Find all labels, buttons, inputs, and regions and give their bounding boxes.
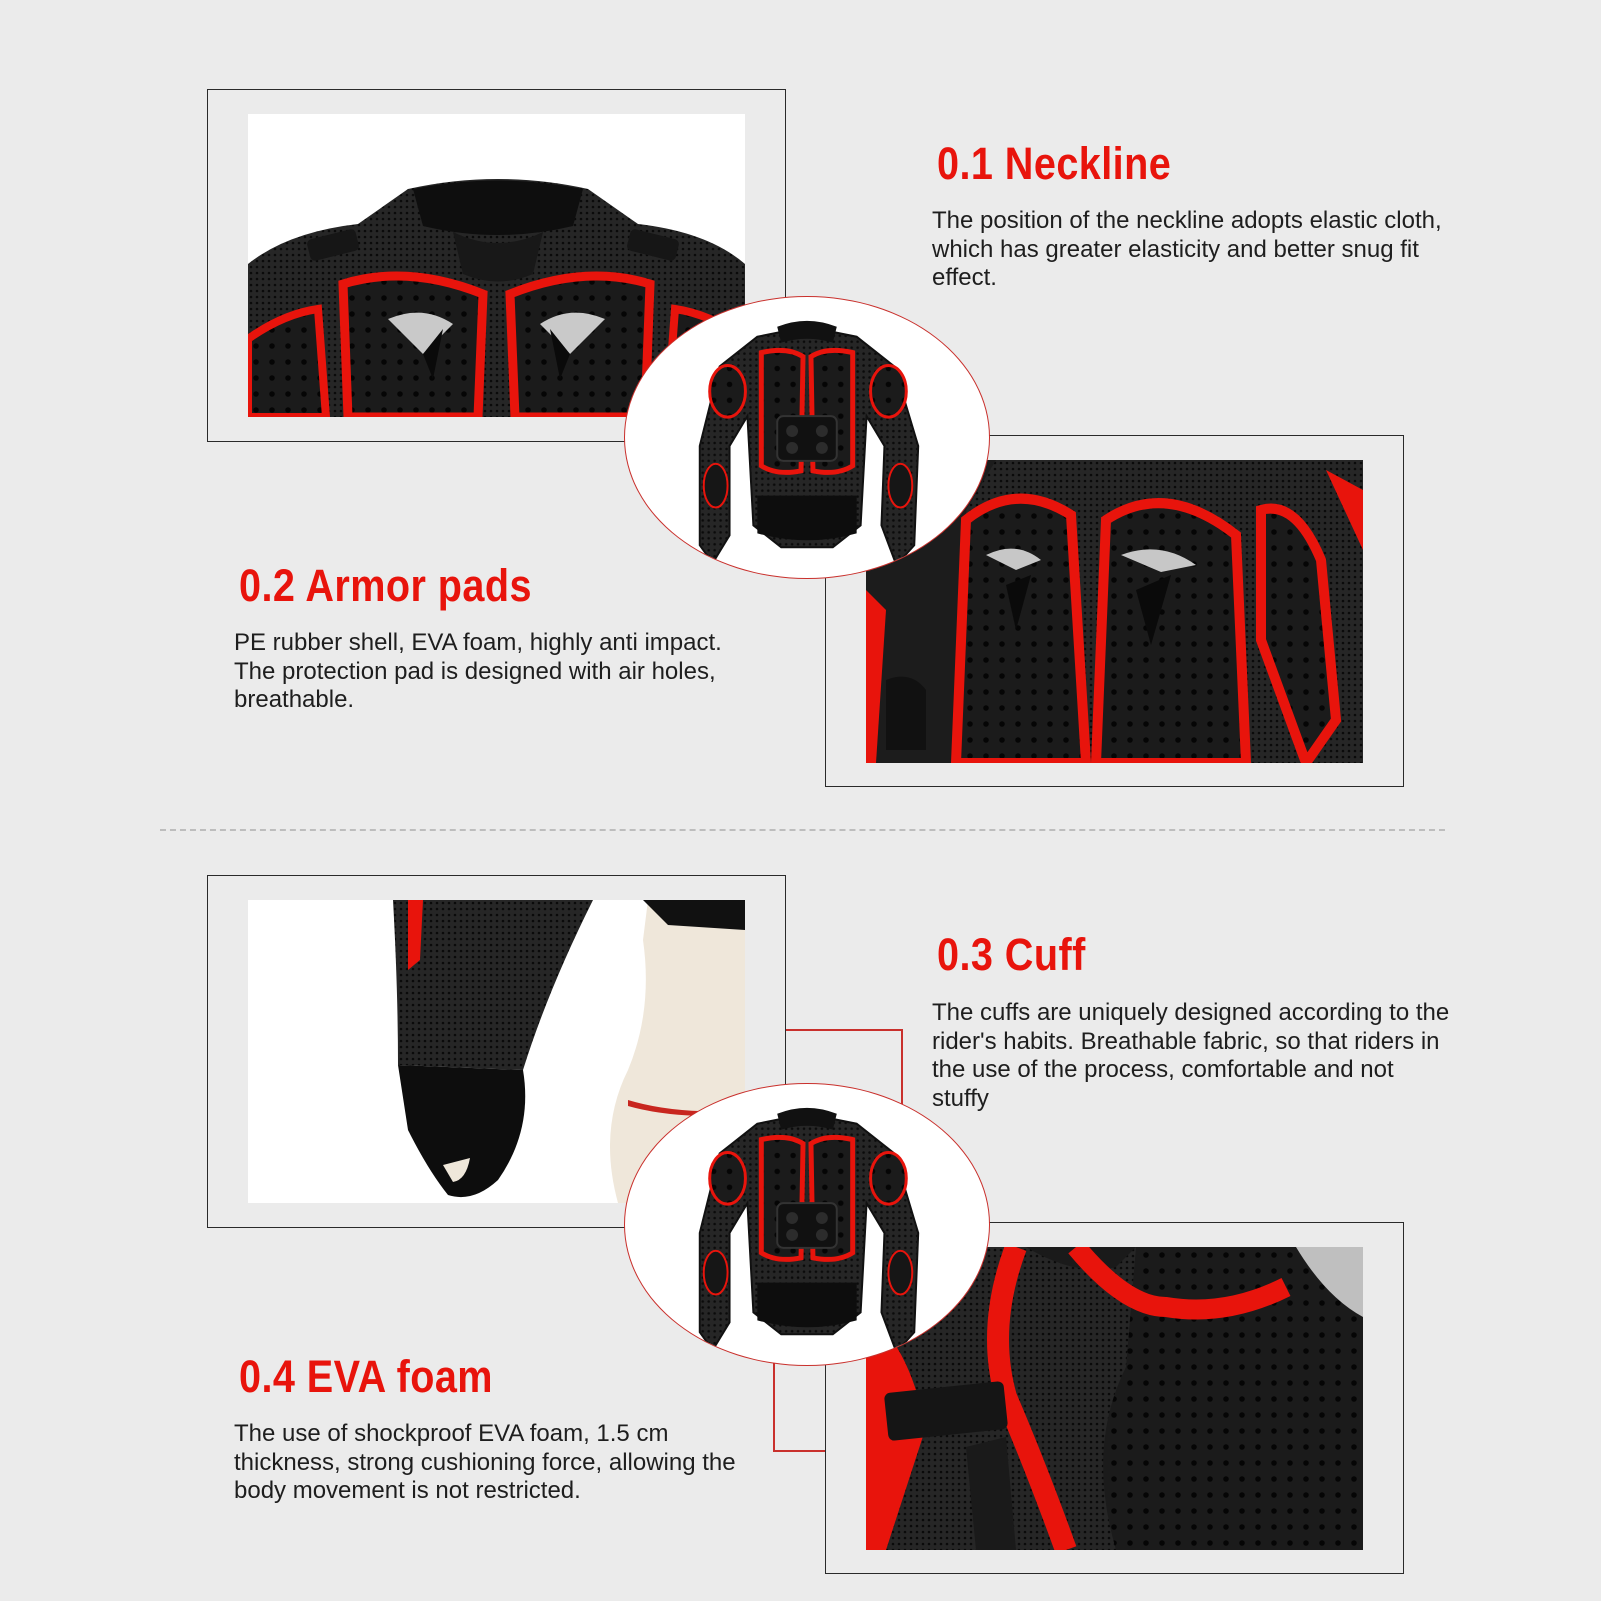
connector-line (901, 1029, 903, 1104)
connector-line (785, 1029, 903, 1031)
section-description-armor-pads: PE rubber shell, EVA foam, highly anti impact. The protection pad is designed with air holes, breathable. (234, 629, 722, 713)
section-divider (160, 829, 1445, 831)
section-heading-armor-pads: 0.2 Armor pads (239, 560, 532, 611)
section-heading-cuff: 0.3 Cuff (937, 929, 1086, 980)
armor-jacket-photo (625, 297, 989, 578)
section-description-eva-foam: The use of shockproof EVA foam, 1.5 cm thickness, strong cushioning force, allowing the body movement is not restricted. (234, 1420, 736, 1504)
product-image-circle (624, 296, 990, 579)
armor-jacket-photo (625, 1084, 989, 1365)
section-heading-neckline: 0.1 Neckline (937, 138, 1172, 189)
product-image-circle (624, 1083, 990, 1366)
section-description-neckline: The position of the neckline adopts elastic cloth, which has greater elasticity and better snug fit effect. (932, 207, 1442, 291)
section-heading-eva-foam: 0.4 EVA foam (239, 1351, 493, 1402)
connector-line (773, 1450, 827, 1452)
section-description-cuff: The cuffs are uniquely designed according to the rider's habits. Breathable fabric, so that riders in the use of the process, comfortable and not stuffy (932, 999, 1450, 1112)
